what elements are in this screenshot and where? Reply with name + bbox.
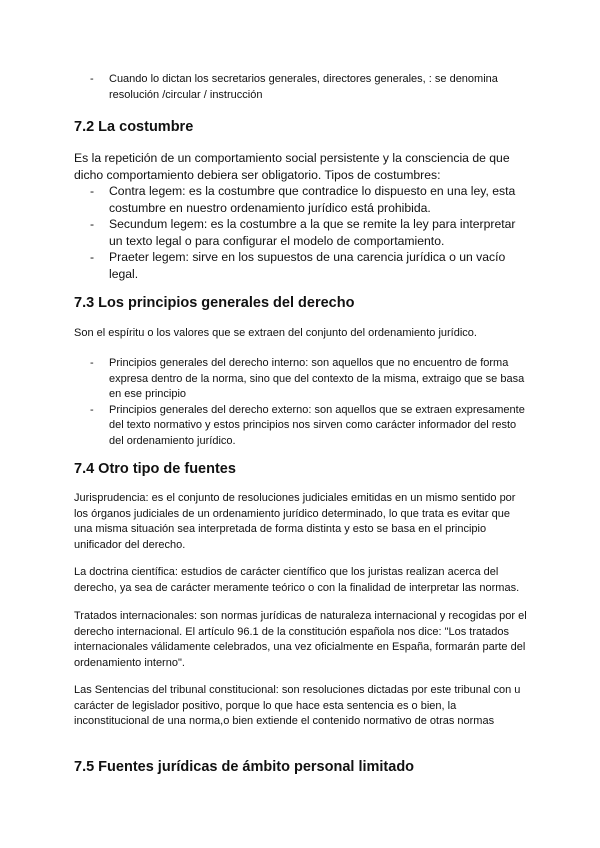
section-heading: 7.4 Otro tipo de fuentes — [74, 461, 236, 477]
section-7-2 — [74, 118, 530, 136]
dash-bullet: - — [90, 217, 95, 231]
section-7-3 — [74, 294, 530, 312]
section-7-5 — [74, 758, 530, 776]
paragraph: Es la repetición de un comportamiento social persistente y la consciencia de que dicho comportamiento debiera ser obligatorio. Tipos de costumbres: — [74, 151, 510, 182]
intro-list — [74, 72, 530, 103]
dash-bullet: - — [90, 73, 94, 85]
list-item — [74, 183, 530, 216]
paragraph: Tratados internacionales: son normas jurídicas de naturaleza internacional y recogidas por el derecho internacional. El artículo 96.1 de la constitución española nos dice: "Los tratados internacionales válidamente celebrados, una vez oficialmente en España, formarán parte del ordenamiento interno". — [74, 610, 527, 669]
list-item-text: Principios generales del derecho interno: son aquellos que no encuentro de forma expresa dentro de la norma, sino que del contexto de la misma, extraigo que se basa en ese principio — [109, 357, 525, 400]
paragraph: La doctrina científica: estudios de carácter científico que los juristas realizan acerca del derecho, ya sea de carácter meramente teórico o con la finalidad de interpretar las normas. — [74, 566, 520, 594]
section-7-4 — [74, 460, 530, 478]
list-item — [74, 403, 530, 450]
paragraph: Son el espíritu o los valores que se extraen del conjunto del ordenamiento jurídico. — [74, 327, 477, 339]
paragraph-tratados — [74, 609, 530, 671]
dash-bullet: - — [90, 184, 95, 198]
paragraph: Las Sentencias del tribunal constitucional: son resoluciones dictadas por este tribunal con u carácter de legislador positivo, porque lo que hace esta sentencia es o bien, la inconstitucional de una norma,o bien extiende el contenido normativo de otras normas — [74, 684, 521, 727]
section-heading: 7.3 Los principios generales del derecho — [74, 295, 355, 311]
section-heading: 7.2 La costumbre — [74, 119, 194, 135]
list-item-text: Cuando lo dictan los secretarios generales, directores generales, : se denomina resolución /circular / instrucción — [109, 73, 498, 101]
paragraph-jurisprudencia — [74, 491, 530, 553]
principios-list — [74, 356, 530, 449]
list-item — [74, 249, 530, 282]
paragraph-sentencias — [74, 683, 530, 730]
costumbre-types-list — [74, 183, 530, 282]
dash-bullet: - — [90, 357, 94, 369]
paragraph: Jurisprudencia: es el conjunto de resoluciones judiciales emitidas en un mismo sentido por los órganos judiciales de un ordenamiento jurídico determinado, lo que trata es evitar que una misma situación sea interpretada de forma distinta y esto se basa en el principio unificador del derecho. — [74, 492, 516, 551]
dash-bullet: - — [90, 250, 95, 264]
paragraph-doctrina — [74, 565, 530, 596]
section-heading: 7.5 Fuentes jurídicas de ámbito personal limitado — [74, 759, 415, 775]
list-item-text: Praeter legem: sirve en los supuestos de una carencia jurídica o un vacío legal. — [109, 250, 506, 281]
list-item — [74, 72, 530, 103]
intro-block — [74, 72, 530, 103]
list-item — [74, 216, 530, 249]
list-item-text: Secundum legem: es la costumbre a la que se remite la ley para interpretar un texto legal o para configurar el modelo de comportamiento. — [109, 217, 516, 248]
section-7-3-list — [74, 356, 530, 449]
section-7-2-body — [74, 150, 530, 282]
list-item — [74, 356, 530, 403]
list-item-text: Principios generales del derecho externo: son aquellos que se extraen expresamente del texto normativo y estos principios nos sirven como carácter informador del resto del ordenamiento jurídico. — [109, 403, 525, 447]
list-item-text: Contra legem: es la costumbre que contradice lo dispuesto en una ley, esta costumbre en nuestro ordenamiento jurídico está prohibida. — [109, 184, 516, 215]
dash-bullet: - — [90, 403, 94, 416]
section-7-3-intro — [74, 326, 530, 342]
